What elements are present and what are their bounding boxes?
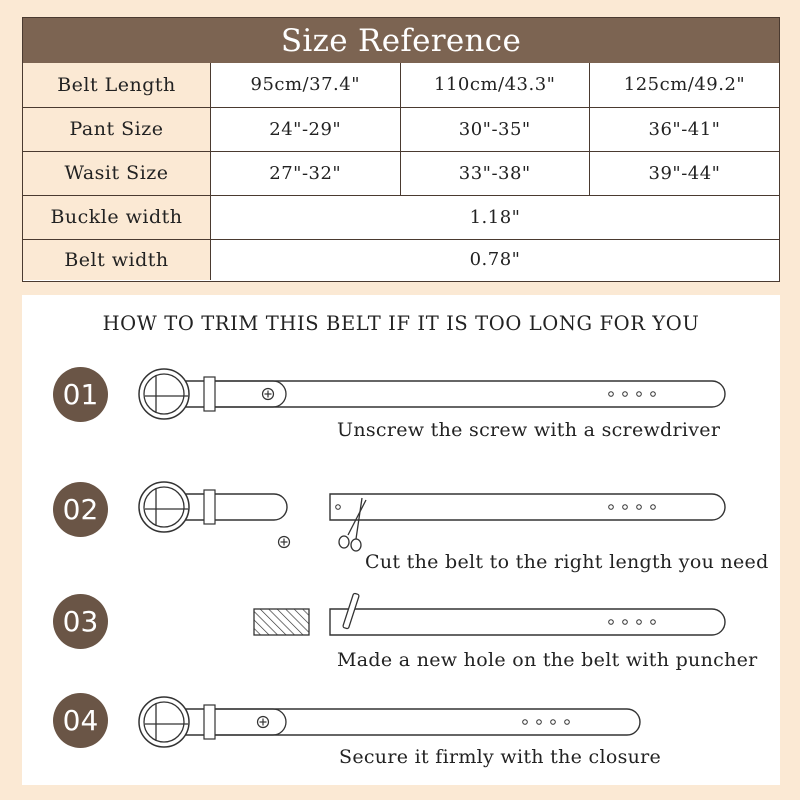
step-caption-02: Cut the belt to the right length you need bbox=[365, 551, 769, 573]
table-cell: 39"-44" bbox=[590, 151, 780, 195]
table-cell: 110cm/43.3" bbox=[400, 63, 590, 107]
row-label-belt-width: Belt width bbox=[23, 239, 211, 280]
row-label-buckle-width: Buckle width bbox=[23, 195, 211, 239]
table-cell: 24"-29" bbox=[211, 107, 401, 151]
screw-icon bbox=[258, 717, 269, 728]
table-cell: 95cm/37.4" bbox=[211, 63, 401, 107]
table-cell: 0.78" bbox=[211, 239, 780, 280]
table-row bbox=[23, 63, 779, 107]
round-buckle-icon bbox=[139, 482, 189, 532]
trim-guide-title: HOW TO TRIM THIS BELT IF IT IS TOO LONG FOR YOU bbox=[102, 312, 700, 335]
belt-step-01 bbox=[139, 369, 725, 419]
row-label-belt-length: Belt Length bbox=[23, 63, 211, 107]
step-number-04: 04 bbox=[53, 693, 108, 748]
belt-step-02 bbox=[139, 482, 725, 551]
round-buckle-icon bbox=[139, 369, 189, 419]
cut-piece-icon bbox=[254, 609, 309, 635]
table-cell: 30"-35" bbox=[400, 107, 590, 151]
row-label-pant-size: Pant Size bbox=[23, 107, 211, 151]
step-caption-03: Made a new hole on the belt with puncher bbox=[337, 649, 758, 671]
belt-step-04 bbox=[139, 697, 640, 747]
step-number-01: 01 bbox=[53, 367, 108, 422]
table-row bbox=[23, 239, 779, 280]
table-row bbox=[23, 151, 779, 195]
size-table bbox=[23, 63, 779, 280]
step-number-03: 03 bbox=[53, 594, 108, 649]
step-number-02: 02 bbox=[53, 482, 108, 537]
trim-guide-panel bbox=[22, 295, 780, 785]
round-buckle-icon bbox=[139, 697, 189, 747]
step-caption-04: Secure it firmly with the closure bbox=[339, 746, 662, 768]
screw-icon bbox=[279, 537, 290, 548]
table-row bbox=[23, 107, 779, 151]
row-label-waist-size: Wasit Size bbox=[23, 151, 211, 195]
table-row bbox=[23, 195, 779, 239]
belt-step-03 bbox=[254, 593, 725, 635]
size-reference-panel bbox=[22, 17, 780, 282]
table-cell: 125cm/49.2" bbox=[590, 63, 780, 107]
table-cell: 33"-38" bbox=[400, 151, 590, 195]
table-cell: 36"-41" bbox=[590, 107, 780, 151]
size-reference-title: Size Reference bbox=[23, 18, 779, 63]
screw-icon bbox=[263, 389, 274, 400]
table-cell: 27"-32" bbox=[211, 151, 401, 195]
table-cell: 1.18" bbox=[211, 195, 780, 239]
step-caption-01: Unscrew the screw with a screwdriver bbox=[337, 419, 721, 441]
belt-illustrations bbox=[22, 295, 780, 785]
